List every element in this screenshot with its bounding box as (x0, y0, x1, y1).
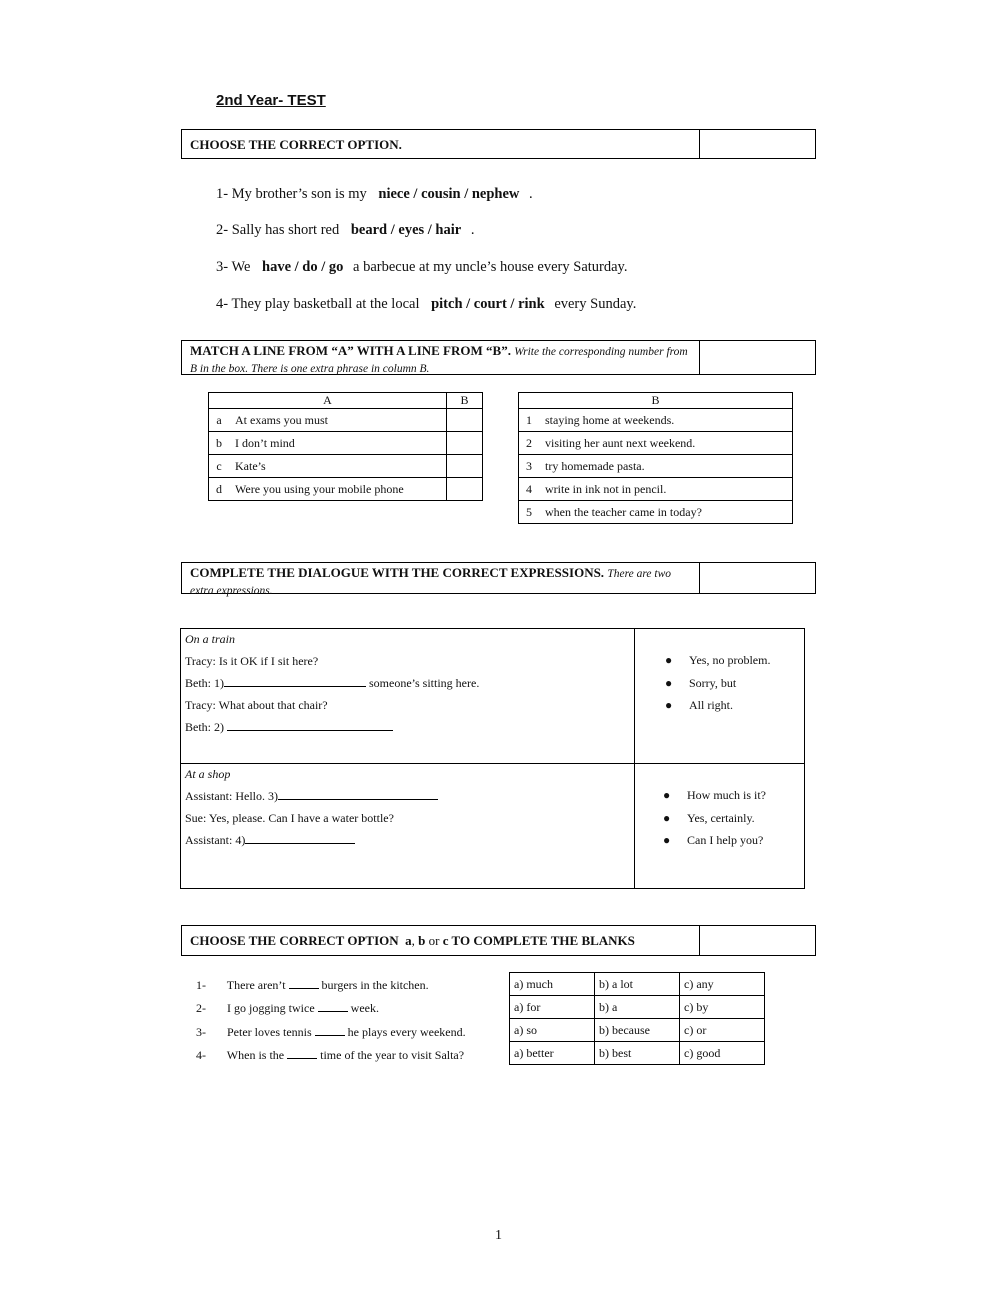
header-part: or (425, 933, 443, 948)
option-item (663, 784, 804, 807)
row-phrase: Were you using your mobile phone (229, 478, 447, 501)
row-phrase: At exams you must (229, 409, 447, 432)
item-text: . (470, 222, 475, 238)
option-cell[interactable]: b) a lot (595, 973, 680, 996)
item-text: every Sunday. (554, 296, 637, 312)
section1-item-1 (216, 186, 533, 203)
row-phrase: staying home at weekends. (539, 409, 793, 432)
blank-2[interactable] (227, 718, 393, 731)
train-options (635, 629, 804, 763)
row-number: 1 (519, 409, 540, 432)
dialogue-text: someone’s sitting here. (369, 676, 480, 690)
bullet-icon: ● (663, 833, 671, 847)
item-options[interactable]: niece / cousin / nephew (378, 186, 520, 202)
option-text: How much is it? (687, 788, 766, 802)
answer-box[interactable] (447, 409, 483, 432)
option-cell[interactable]: b) best (595, 1042, 680, 1065)
item-text: I go jogging twice (227, 1001, 315, 1015)
dialogue-line (185, 785, 630, 807)
item-text: he plays every weekend. (347, 1025, 466, 1039)
option-cell[interactable]: c) good (680, 1042, 765, 1065)
col-a-header: A (209, 393, 447, 409)
section4-header-text (182, 926, 700, 955)
table-row (510, 1042, 765, 1065)
item-number: 4- (196, 1048, 206, 1062)
table-row (519, 409, 793, 432)
option-cell[interactable]: b) a (595, 996, 680, 1019)
table-row (519, 501, 793, 524)
table-row (209, 478, 483, 501)
blank[interactable] (289, 976, 319, 989)
table-row (510, 973, 765, 996)
section3-score-box (700, 563, 815, 593)
option-text: All right. (689, 698, 733, 712)
row-number: 3 (519, 455, 540, 478)
dialogue-line: Sue: Yes, please. Can I have a water bottle? (185, 811, 394, 825)
train-heading: On a train (185, 632, 236, 646)
section3-header (181, 562, 816, 597)
section3-header-italic: There are two extra expressions. (190, 568, 671, 597)
item-text: 2- Sally has short red (216, 222, 340, 238)
dialogue-line (185, 672, 630, 694)
dialogue-line: Tracy: What about that chair? (185, 698, 328, 712)
row-number: 2 (519, 432, 540, 455)
table-row (510, 996, 765, 1019)
section1-item-3 (216, 259, 627, 276)
shop-dialogue-lines (181, 764, 635, 888)
section1-score-box (700, 130, 815, 158)
page-title: 2nd Year- TEST (216, 92, 326, 109)
answer-box[interactable] (447, 455, 483, 478)
bullet-icon: ● (665, 653, 673, 667)
shop-dialogue (181, 764, 804, 888)
row-letter: a (209, 409, 230, 432)
options-table (509, 972, 765, 1065)
bullet-icon: ● (665, 698, 673, 712)
section4-item-3 (196, 1023, 466, 1040)
answer-box[interactable] (447, 478, 483, 501)
shop-heading: At a shop (185, 767, 231, 781)
item-number: 2- (196, 1001, 206, 1015)
item-text: Peter loves tennis (227, 1025, 312, 1039)
section2-header-bold: MATCH A LINE FROM “A” WITH A LINE FROM “B”. (190, 343, 511, 358)
header-part: c (442, 933, 449, 948)
dialogue-box (180, 628, 805, 889)
row-phrase: Kate’s (229, 455, 447, 478)
option-item (665, 694, 804, 717)
header-part: a (405, 933, 412, 948)
header-part: CHOOSE THE CORRECT OPTION (190, 933, 399, 948)
table-row (209, 455, 483, 478)
blank[interactable] (315, 1023, 345, 1036)
item-text: 3- We (216, 259, 251, 275)
item-text: week. (350, 1001, 379, 1015)
item-options[interactable]: beard / eyes / hair (350, 222, 462, 238)
answer-box[interactable] (447, 432, 483, 455)
blank[interactable] (287, 1046, 317, 1059)
option-cell[interactable]: c) any (680, 973, 765, 996)
dialogue-speaker: Assistant: Hello. 3) (185, 789, 278, 803)
item-options[interactable]: have / do / go (262, 259, 344, 275)
option-item (665, 672, 804, 695)
item-options[interactable]: pitch / court / rink (431, 296, 545, 312)
table-row (510, 1019, 765, 1042)
bullet-icon: ● (663, 810, 671, 825)
section2-header-italic: Write the corresponding number from B in the box. There is one extra phrase in column B. (190, 346, 688, 375)
row-letter: c (209, 455, 230, 478)
match-table-b (518, 392, 793, 524)
header-part: b (418, 933, 426, 948)
dialogue-speaker: Assistant: 4) (185, 833, 246, 847)
option-item (663, 807, 804, 830)
row-phrase: visiting her aunt next weekend. (539, 432, 793, 455)
section4-header (181, 925, 816, 956)
table-row (209, 409, 483, 432)
header-part: TO COMPLETE THE BLANKS (448, 933, 635, 948)
shop-options (635, 764, 804, 888)
section1-header-text: CHOOSE THE CORRECT OPTION. (182, 130, 700, 158)
row-number: 5 (519, 501, 540, 524)
row-letter: b (209, 432, 230, 455)
item-number: 3- (196, 1025, 206, 1039)
dialogue-line (185, 716, 630, 738)
item-text: 4- They play basketball at the local (216, 296, 420, 312)
item-text: a barbecue at my uncle’s house every Saturday. (353, 259, 628, 275)
option-text: Yes, no problem. (689, 653, 771, 667)
option-cell[interactable]: b) because (595, 1019, 680, 1042)
col-b-header: B (447, 393, 483, 409)
dialogue-speaker: Beth: 2) (185, 720, 224, 734)
section1-item-2 (216, 222, 474, 239)
item-text: . (529, 186, 533, 202)
section1-item-4 (216, 296, 636, 313)
option-text: Sorry, but (689, 675, 737, 690)
option-cell[interactable]: c) by (680, 996, 765, 1019)
section3-header-text (182, 563, 700, 597)
item-text: time of the year to visit Salta? (320, 1048, 465, 1062)
col-b2-header: B (519, 393, 793, 409)
header-part: , (411, 933, 419, 948)
option-cell[interactable]: a) so (510, 1019, 595, 1042)
dialogue-line: Tracy: Is it OK if I sit here? (185, 654, 319, 668)
row-phrase: I don’t mind (229, 432, 447, 455)
train-dialogue-lines (181, 629, 635, 763)
section1-header (181, 129, 816, 159)
section3-header-bold: COMPLETE THE DIALOGUE WITH THE CORRECT EXPRESSIONS. (190, 565, 605, 580)
option-cell[interactable]: a) for (510, 996, 595, 1019)
blank[interactable] (318, 999, 348, 1012)
section2-score-box (700, 341, 815, 374)
row-number: 4 (519, 478, 540, 501)
section2-header (181, 340, 816, 375)
table-row (519, 432, 793, 455)
option-cell[interactable]: a) better (510, 1042, 595, 1065)
item-text: burgers in the kitchen. (321, 978, 429, 992)
option-cell[interactable]: a) much (510, 973, 595, 996)
section4-item-2 (196, 999, 379, 1016)
option-cell[interactable]: c) or (680, 1019, 765, 1042)
table-row (519, 455, 793, 478)
section2-header-text (182, 341, 700, 374)
blank-3[interactable] (278, 787, 438, 800)
row-phrase: try homemade pasta. (539, 455, 793, 478)
item-text: 1- My brother’s son is my (216, 186, 367, 202)
row-phrase: write in ink not in pencil. (539, 478, 793, 501)
item-text: There aren’t (226, 978, 286, 992)
item-text: When is the (226, 1048, 285, 1062)
option-text: Yes, certainly. (687, 810, 755, 825)
bullet-icon: ● (663, 788, 671, 802)
match-table-a (208, 392, 483, 501)
option-item (665, 649, 804, 672)
section4-item-1 (196, 976, 429, 993)
dialogue-line (185, 829, 630, 851)
row-letter: d (209, 478, 230, 501)
table-row (519, 478, 793, 501)
page-number: 1 (495, 1228, 502, 1243)
row-phrase: when the teacher came in today? (539, 501, 793, 524)
section4-item-4 (196, 1046, 464, 1063)
option-text: Can I help you? (687, 833, 764, 847)
option-item (663, 829, 804, 852)
table-row (209, 432, 483, 455)
blank-1[interactable] (224, 674, 366, 687)
section4-score-box (700, 926, 815, 955)
item-number: 1- (196, 978, 206, 992)
train-dialogue (181, 629, 804, 764)
dialogue-speaker: Beth: 1) (185, 676, 224, 690)
bullet-icon: ● (665, 675, 673, 690)
blank-4[interactable] (245, 831, 355, 844)
